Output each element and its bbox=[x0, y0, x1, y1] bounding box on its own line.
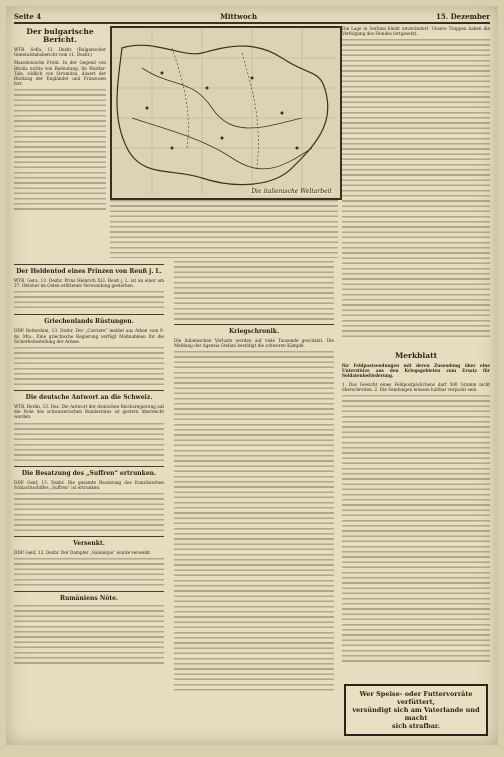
notice-line-1: Wer Speise- oder Futtervorräte verfüttert, bbox=[359, 690, 473, 706]
merkblatt-text: 1. Das Gewicht eines Feldpostpäckchens darf 500 Gramm nicht überschreiten. 2. Die Sendungen müssen haltbar verpackt sein. bbox=[342, 381, 490, 392]
article-text: WTB. Berlin, 13. Dez. Die Antwort der deutschen Reichsregierung auf die Note des schweizerischen Bundesrates ist gestern überreicht worden. bbox=[14, 404, 164, 420]
article-text: DDP. Genf, 13. Dezbr. Die gesamte Besatzung des französischen Schlachtschiffes „Suffren“ ist ertrunken. bbox=[14, 479, 164, 490]
column-right-top bbox=[342, 26, 490, 346]
text-under-map bbox=[110, 200, 338, 258]
text-lines bbox=[14, 89, 106, 149]
page-header bbox=[14, 10, 490, 24]
newspaper-page bbox=[6, 6, 498, 745]
text-lines bbox=[14, 423, 164, 463]
headline-bulgarian-report: Der bulgarische Bericht. bbox=[26, 27, 94, 44]
text-lines bbox=[14, 151, 106, 211]
article-text: DDP. Rotterdam, 13. Dezbr. Der „Corriere“ meldet aus Athen vom 9. ds. Mts.: Eine griechische Regierung verfügt Maßnahmen für die Sicherheitsstellung der Armee. bbox=[14, 328, 164, 344]
headline-war-chronicle: Kriegschronik. bbox=[228, 328, 280, 335]
headline-sunk: Versenkt. bbox=[73, 540, 105, 548]
article-text: WTB. Gera, 13. Dezbr. Prinz Heinrich XLI. Reuß j. L. ist an einer am 27. Oktober im Osten erlittenen Verwundung gestorben. bbox=[14, 278, 164, 289]
column-left-lower bbox=[14, 261, 164, 741]
article-text: WTB. Sofia, 12. Dezbr. (Bulgarischer Generalstabsbericht vom 11. Dezbr.) bbox=[14, 47, 106, 58]
headline-switzerland: Die deutsche Antwort an die Schweiz. bbox=[25, 394, 153, 402]
text-lines bbox=[342, 39, 490, 339]
headline-romania: Rumäniens Nöte. bbox=[59, 595, 119, 603]
issue-date: 15. Dezember bbox=[435, 11, 490, 21]
map-graphic bbox=[112, 28, 336, 194]
headline-merkblatt: Merkblatt bbox=[394, 351, 438, 360]
notice-line-3: sich strafbar. bbox=[391, 722, 441, 730]
paper-title: Mittwoch bbox=[220, 11, 258, 21]
article-text: DDP. Genf, 12. Dezbr. Der Dampfer „Salonique“ wurde versenkt. bbox=[14, 550, 152, 556]
text-lines bbox=[174, 261, 334, 321]
article-text: Die italienischen Verluste werden auf viele Tausende geschätzt. Die Meldung der Agenzia Stefani bestätigt die schweren Kämpfe. bbox=[174, 338, 334, 349]
article-text: Mazedonische Front. In der Gegend von Bitolia nichts von Bedeutung. Im Wardar-Tale, südlich von Strumitza, dauert der Rückzug der Engländer und Franzosen fort. bbox=[14, 60, 106, 87]
map-illustration bbox=[110, 26, 342, 200]
text-lines bbox=[110, 200, 338, 258]
column-middle-lower bbox=[174, 261, 334, 741]
text-lines bbox=[342, 395, 490, 665]
notice-box bbox=[344, 684, 488, 736]
text-lines bbox=[14, 347, 164, 387]
merkblatt-section bbox=[342, 350, 490, 740]
text-lines bbox=[14, 558, 164, 588]
headline-prince: Der Heldentod eines Prinzen von Reuß j. L. bbox=[16, 268, 162, 275]
article-text: Die Lage in Serbien bleibt unverändert. Unsere Truppen haben die Verfolgung des Feindes fortgesetzt. bbox=[342, 26, 490, 37]
text-lines bbox=[14, 493, 164, 533]
merkblatt-subhead: für Feldpostsendungen mit deren Zusendung über eine Unterstütze aus den Kriegsgebieten zum Ersatz für Soldatenbeförderung. bbox=[342, 363, 490, 379]
notice-line-2: versündigt sich am Vaterlande und macht bbox=[352, 706, 480, 722]
headline-greece: Griechenlands Rüstungen. bbox=[44, 318, 134, 326]
text-lines bbox=[14, 291, 164, 311]
map-caption: Die italienische Weltarbeit bbox=[251, 188, 332, 195]
text-lines bbox=[174, 351, 334, 691]
headline-suffren: Die Besatzung des „Suffren“ ertrunken. bbox=[21, 469, 157, 477]
text-lines bbox=[14, 605, 164, 665]
page-number: Seite 4 bbox=[14, 11, 42, 21]
